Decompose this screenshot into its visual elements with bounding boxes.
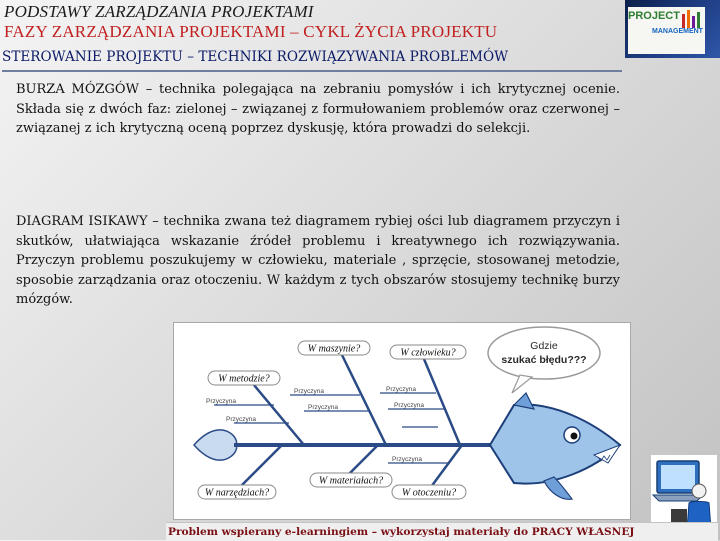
brainstorm-description: – technika polegająca na zebraniu pomysłów i ich krytycznej ocenie. Składa się z dwóch faz: zielonej – związanej z formułowaniem problemów oraz czerwonej – związanej z ich krytyczną oceną poprzez dyskusję, która prowadzi do selekcji. — [16, 82, 620, 136]
cause-label: Przyczyna — [394, 402, 424, 409]
fish-tail — [194, 430, 237, 460]
cause-label: Przyczyna — [226, 416, 256, 423]
category-narzedzia: W narzędziach? — [204, 487, 270, 499]
logo-decoration — [682, 14, 685, 28]
category-metoda: W metodzie? — [218, 373, 270, 385]
fish-head — [490, 405, 620, 484]
cause-label: Przyczyna — [386, 386, 416, 393]
category-czlowiek: W człowieku? — [400, 347, 456, 359]
logo-word-project: PROJECT — [628, 10, 680, 22]
brainstorm-paragraph — [16, 80, 620, 139]
category-otoczenie: W otoczeniu? — [401, 487, 457, 499]
bubble-line-2: szukać błędu??? — [501, 354, 587, 366]
logo-decoration — [697, 12, 700, 28]
fishbone-diagram — [173, 322, 631, 520]
category-material: W materiałach? — [318, 475, 384, 487]
logo-decoration — [687, 10, 690, 28]
bone-czlowiek — [424, 359, 460, 445]
section-heading: STEROWANIE PROJEKTU – TECHNIKI ROZWIĄZYWANIA PROBLEMÓW — [2, 49, 509, 65]
bone-narzedzia — [236, 445, 282, 491]
fish-pupil — [571, 433, 578, 440]
ishikawa-description: – technika zwana też diagramem rybiej ości lub diagramem przyczyn i skutków, ułatwiająca wskazanie źródeł problemu i kreatywnego ich rozwiązywania. Przyczyn problemu poszukujemy w człowieku, materiale , sprzęcie, stosowanej metodzie, sposobie zarządzania oraz otoczeniu. W każdym z tych obszarów stosujemy technikę burzy mózgów. — [16, 214, 620, 307]
fishbone-svg — [174, 323, 630, 519]
bubble-line-1: Gdzie — [530, 340, 558, 352]
cause-label: Przyczyna — [392, 456, 422, 463]
category-maszyny: W maszynie? — [307, 343, 361, 355]
fish-fin — [544, 477, 572, 499]
project-management-logo — [625, 0, 720, 58]
logo-decoration — [692, 16, 695, 28]
heading-divider — [2, 70, 622, 72]
cause-label: Przyczyna — [294, 388, 324, 395]
slide-subtitle: FAZY ZARZĄDZANIA PROJEKTAMI – CYKL ŻYCIA PROJEKTU — [4, 22, 498, 41]
ishikawa-paragraph — [16, 212, 620, 310]
cause-label: Przyczyna — [206, 398, 236, 405]
figure-head — [692, 484, 706, 498]
logo-word-management: MANAGEMENT — [652, 28, 703, 35]
brainstorm-term: BURZA MÓZGÓW — [16, 82, 139, 97]
speech-bubble — [488, 327, 600, 379]
speech-bubble-tail — [512, 375, 532, 393]
footer-note: Problem wspierany e-learningiem – wykorzystaj materiały do PRACY WŁASNEJ — [168, 526, 635, 538]
laptop-display — [661, 465, 695, 489]
slide-title: PODSTAWY ZARZĄDZANIA PROJEKTAMI — [4, 2, 314, 21]
bone-maszyny — [342, 355, 386, 445]
cause-label: Przyczyna — [308, 404, 338, 411]
bone-otoczenie — [428, 445, 462, 491]
footer-bar — [166, 522, 718, 541]
ishikawa-term: DIAGRAM ISIKAWY — [16, 214, 148, 229]
